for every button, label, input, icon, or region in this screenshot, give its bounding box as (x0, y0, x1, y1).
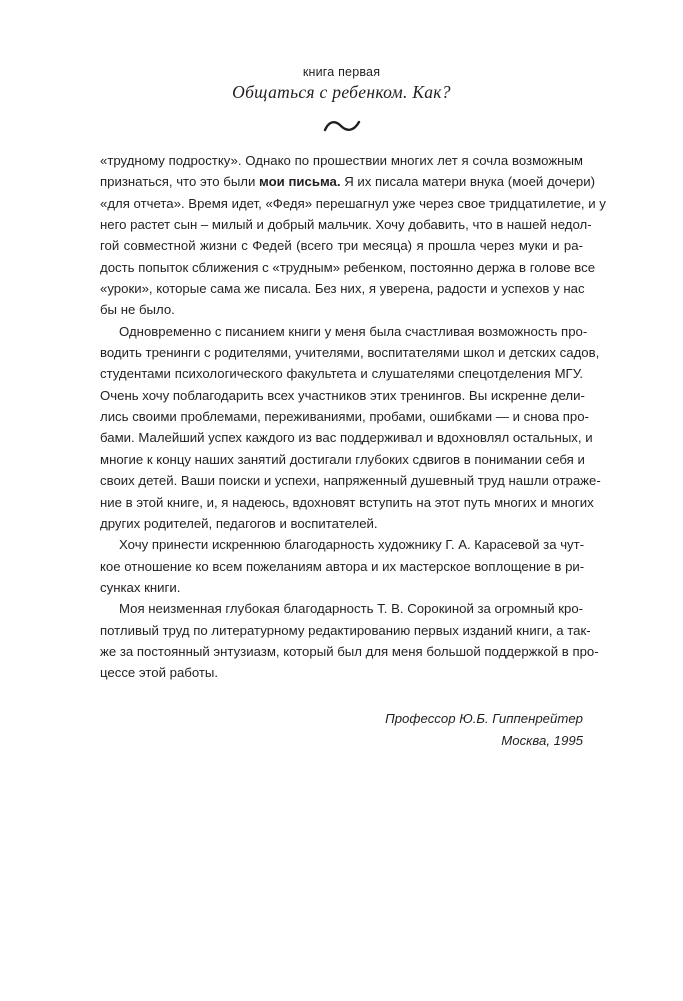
text-line: «трудному подростку». Однако по прошествии многих лет я сочла возможным (100, 153, 583, 168)
text-line: многие к концу наших занятий достигали глубоких сдвигов в понимании себя и (100, 451, 585, 467)
book-title: Общаться с ребенком. Как? (232, 82, 451, 102)
text-line: него растет сын – милый и добрый мальчик. Хочу добавить, что в нашей недол- (100, 217, 592, 233)
text-line: дость попыток сближения с «трудным» ребенком, постоянно держа в голове все (100, 259, 596, 275)
running-header (0, 64, 683, 134)
text-line: ние в этой книге, и, я надеюсь, вдохновят вступить на этот путь многих и многих (100, 494, 594, 510)
text-line: бами. Малейший успех каждого из вас поддерживал и вдохновлял остальных, и (100, 430, 593, 446)
text-line: цессе этой работы. (100, 665, 219, 681)
text-line: других родителей, педагогов и воспитателей. (100, 515, 378, 531)
main-text (100, 150, 606, 684)
text-line: же за постоянный энтузиазм, который был для меня большой поддержкой в про- (100, 643, 599, 659)
text-line: гой совместной жизни с Федей (всего три месяца) я прошла через муки и ра- (100, 238, 583, 254)
signature-place-year: Москва, 1995 (501, 733, 583, 748)
paragraph-3 (100, 534, 583, 598)
text-line: Хочу принести искреннюю благодарность художнику Г. А. Карасевой за чут- (119, 537, 585, 553)
text-line: Одновременно с писанием книги у меня была счастливая возможность про- (119, 323, 588, 339)
text-line: своих детей. Ваши поиски и успехи, напряженный душевный труд нашли отраже- (100, 473, 601, 489)
text-line: «уроки», которые сама же писала. Без них, я уверена, радости и успехов у нас (100, 281, 585, 297)
book-label: книга первая (302, 65, 381, 79)
signature-block (385, 708, 583, 752)
text-line: кое отношение ко всем пожеланиям автора и их мастерское воплощение в ри- (100, 558, 585, 574)
signature-author: Профессор Ю.Б. Гиппенрейтер (385, 711, 583, 726)
text-line (100, 171, 596, 192)
text-line: студентами психологического факультета и слушателями спецотделения МГУ. (100, 366, 583, 382)
text-line: лись своими проблемами, переживаниями, пробами, ошибками — и снова про- (100, 409, 589, 425)
text-line: сунках книги. (100, 579, 181, 595)
paragraph-4 (100, 598, 599, 683)
paragraph-2 (100, 321, 601, 534)
text-segment: признаться, что это были (100, 174, 260, 190)
paragraph-1 (100, 150, 606, 321)
tilde-swash-icon (323, 118, 361, 134)
emphasis-text: мои письма. (259, 174, 341, 190)
text-segment: Я их писала матери внука (моей дочери) (340, 174, 596, 190)
text-line: потливый труд по литературному редактированию первых изданий книги, а так- (100, 622, 591, 638)
text-line: Очень хочу поблагодарить всех участников этих тренингов. Вы искренне дели- (100, 387, 585, 403)
text-line: водить тренинги с родителями, учителями, воспитателями школ и детских садов, (100, 345, 600, 361)
text-line: Моя неизменная глубокая благодарность Т. В. Сорокиной за огромный кро- (119, 601, 584, 617)
text-line: «для отчета». Время идет, «Федя» перешагнул уже через свое тридцатилетие, и у (100, 195, 606, 211)
text-line: бы не было. (100, 302, 175, 318)
